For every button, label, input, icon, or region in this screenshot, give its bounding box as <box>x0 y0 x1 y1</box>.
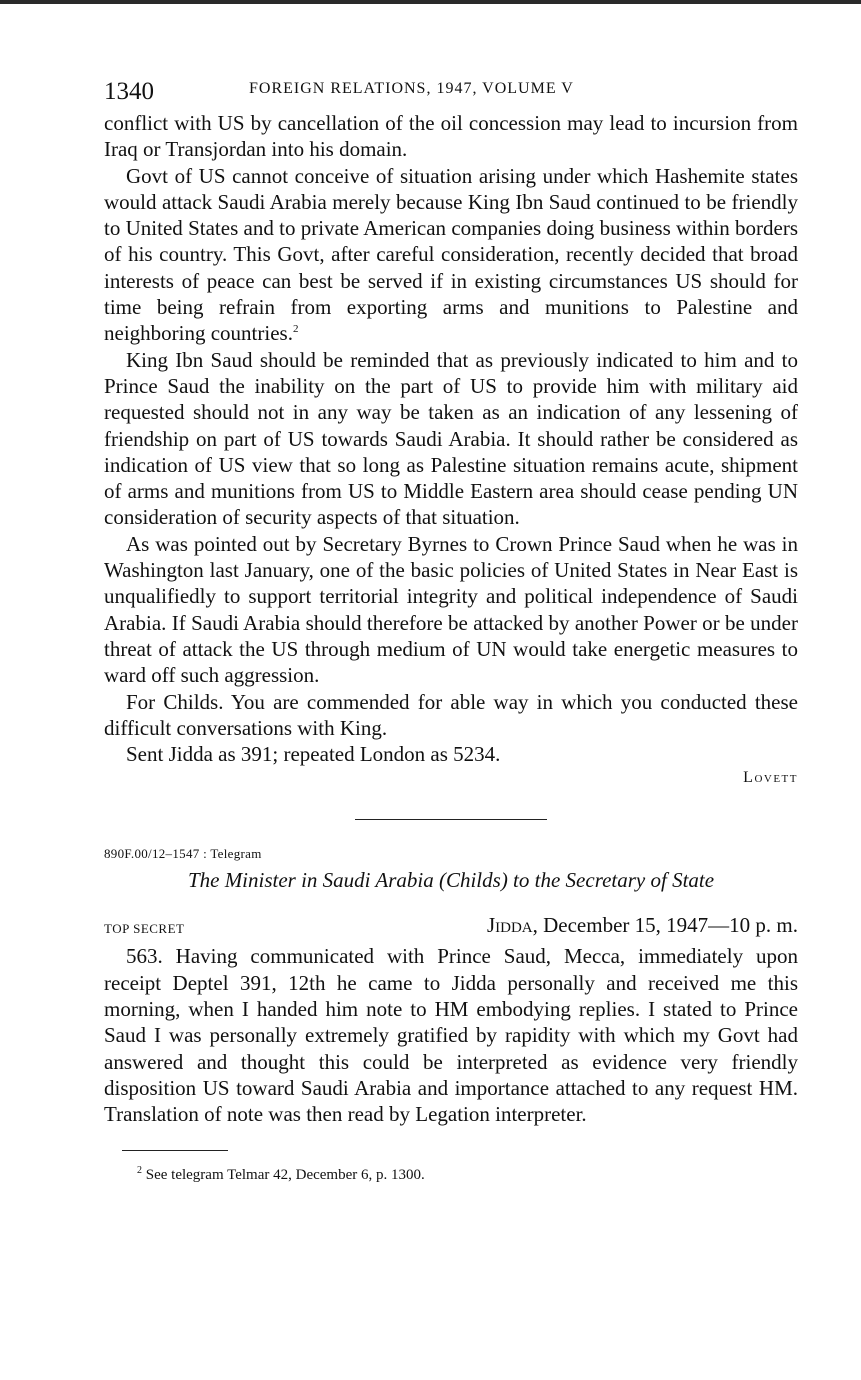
paragraph-text: Govt of US cannot conceive of situation arising under which Hashemite states would attack Saudi Arabia merely because King Ibn Saud continued to be friendly to United States and to private American companies doing business within borders of his country. This Govt, after careful consideration, recently decided that broad interests of peace can best be served if in existing circumstances US should for time being refrain from exporting arms and munitions to Palestine and neighboring countries. <box>104 163 798 346</box>
footnote-reference: 2 <box>292 323 299 336</box>
paragraph-continuation: conflict with US by cancellation of the oil concession may lead to incursion from Iraq or Transjordan into his domain. <box>104 111 798 162</box>
paragraph-sent-repeated: Sent Jidda as 391; repeated London as 5234. <box>126 742 501 767</box>
page-content <box>104 74 798 1184</box>
top-edge-rule <box>0 0 861 4</box>
page-header <box>104 74 798 110</box>
place-name: Jidda <box>486 913 533 938</box>
classification-label: TOP SECRET <box>104 921 185 937</box>
date-time: , December 15, 1947—10 p. m. <box>532 913 798 938</box>
document-file-id: 890F.00/12–1547 : Telegram <box>104 846 262 862</box>
paragraph-hashemite-states <box>104 163 798 347</box>
document-title: The Minister in Saudi Arabia (Childs) to the Secretary of State <box>187 868 715 893</box>
footnote <box>137 1164 798 1184</box>
section-divider <box>355 819 547 820</box>
dateline <box>104 913 798 943</box>
paragraph-for-childs: For Childs. You are commended for able way in which you conducted these difficult conversations with King. <box>104 689 798 740</box>
paragraph-territorial-integrity: As was pointed out by Secretary Byrnes to Crown Prince Saud when he was in Washington last January, one of the basic policies of United States in Near East is unqualifiedly to support territorial integrity and political independence of Saudi Arabia. If Saudi Arabia should therefore be attacked by another Power or be under threat of attack the US through medium of UN would take energetic measures to ward off such aggression. <box>104 531 798 688</box>
signature-lovett: Lovett <box>743 769 798 787</box>
page-number: 1340 <box>104 78 154 105</box>
footnote-divider <box>122 1150 228 1151</box>
footnote-mark: 2 <box>137 1164 142 1176</box>
place-and-date <box>487 913 798 938</box>
footnote-text: See telegram Telmar 42, December 6, p. 1300. <box>145 1166 425 1183</box>
paragraph-telegram-563: 563. Having communicated with Prince Saud, Mecca, immediately upon receipt Deptel 391, 12th he came to Jidda personally and received me this morning, when I handed him note to HM embodying replies. I stated to Prince Saud I was personally extremely gratified by rapidity with which my Govt had answered and thought this could be interpreted as evidence very friendly disposition US toward Saudi Arabia and importance attached to any request HM. Translation of note was then read by Legation interpreter. <box>104 944 798 1127</box>
paragraph-military-aid: King Ibn Saud should be reminded that as previously indicated to him and to Prince Saud the inability on the part of US to provide him with military aid requested should not in any way be taken as an indication of any lessening of friendship on part of US towards Saudi Arabia. It should rather be considered as indication of US view that so long as Palestine situation remains acute, shipment of arms and munitions from US to Middle Eastern area should cease pending UN consideration of security aspects of that situation. <box>104 347 798 530</box>
running-head: FOREIGN RELATIONS, 1947, VOLUME V <box>249 80 574 97</box>
